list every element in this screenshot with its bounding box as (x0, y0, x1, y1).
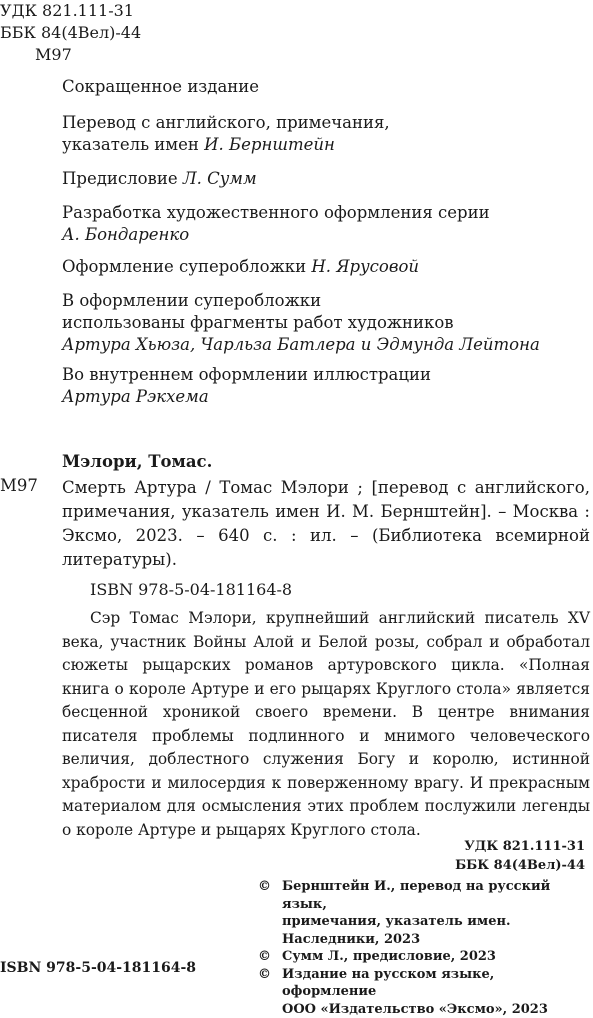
credit-jacket-design (62, 256, 582, 278)
credit-jacket-artworks (62, 290, 582, 356)
credit-name: Л. Сумм (183, 169, 257, 188)
credit-name: И. Бернштейн (204, 135, 335, 154)
udk-code-bottom: УДК 821.111-31 (464, 839, 585, 854)
copyright-item (258, 878, 593, 948)
copyright-text: Издание на русском языке, оформление ООО «Издательство «Эксмо», 2023 (282, 966, 593, 1018)
credit-foreword (62, 168, 582, 190)
bibliographic-description: Смерть Артура / Томас Мэлори ; [перевод с английского, примечания, указатель имен И. М. Бернштейн]. – Москва : Эксмо, 2023. – 640 с. : ил. – (Библиотека всемирной литературы). (62, 476, 590, 572)
bbk-code: ББК 84(4Вел)-44 (0, 22, 141, 44)
credit-text: Предисловие (62, 169, 183, 188)
entry-code: М97 (0, 476, 38, 495)
credit-name: Артура Хьюза, Чарльза Батлера и Эдмунда Лейтона (62, 335, 540, 354)
udk-code: УДК 821.111-31 (0, 0, 134, 22)
copyright-text: Бернштейн И., перевод на русский язык, примечания, указатель имен. Наследники, 2023 (282, 878, 593, 948)
credit-text: В оформлении суперобложки использованы фрагменты работ художников (62, 291, 454, 332)
credit-text: Разработка художественного оформления серии (62, 203, 490, 222)
copyright-symbol: © (258, 966, 282, 1018)
annotation: Сэр Томас Мэлори, крупнейший английский писатель XV века, участник Войны Алой и Белой розы, собрал и обработал сюжеты рыцарских романов артуровского цикла. «Полная книга о короле Артуре и его рыцарях Круглого стола» является бесценной хроникой своего времени. В центре внимания писателя проблемы подлинного и мнимого человеческого величия, доблестного служения Богу и королю, истинной храбрости и милосердия к поверженному врагу. И прекрасным материалом для осмысления этих проблем послужили легенды о короле Артуре и рыцарях Круглого стола. (62, 607, 590, 842)
copyright-symbol: © (258, 948, 282, 966)
credit-series-design (62, 202, 582, 246)
copyright-block (258, 878, 593, 1018)
author-heading: Мэлори, Томас. (62, 452, 212, 471)
isbn-bottom: ISBN 978-5-04-181164-8 (0, 960, 196, 976)
copyright-item (258, 966, 593, 1018)
credit-illustrations (62, 364, 582, 408)
credit-name: Артура Рэкхема (62, 387, 209, 406)
copyright-symbol: © (258, 878, 282, 948)
credit-name: Н. Ярусовой (311, 257, 419, 276)
copyright-item (258, 948, 593, 966)
bbk-code-bottom: ББК 84(4Вел)-44 (455, 858, 585, 873)
isbn-inline: ISBN 978-5-04-181164-8 (90, 580, 292, 599)
credit-text: Во внутреннем оформлении иллюстрации (62, 365, 431, 384)
credit-translation (62, 112, 582, 156)
credit-text: Оформление суперобложки (62, 257, 311, 276)
credit-text: Перевод с английского, примечания, указатель имен (62, 113, 390, 154)
credit-name: А. Бондаренко (62, 225, 189, 244)
copyright-text: Сумм Л., предисловие, 2023 (282, 948, 593, 966)
author-mark: М97 (35, 44, 72, 66)
credit-text: Сокращенное издание (62, 77, 259, 96)
credit-abridged (62, 76, 582, 98)
